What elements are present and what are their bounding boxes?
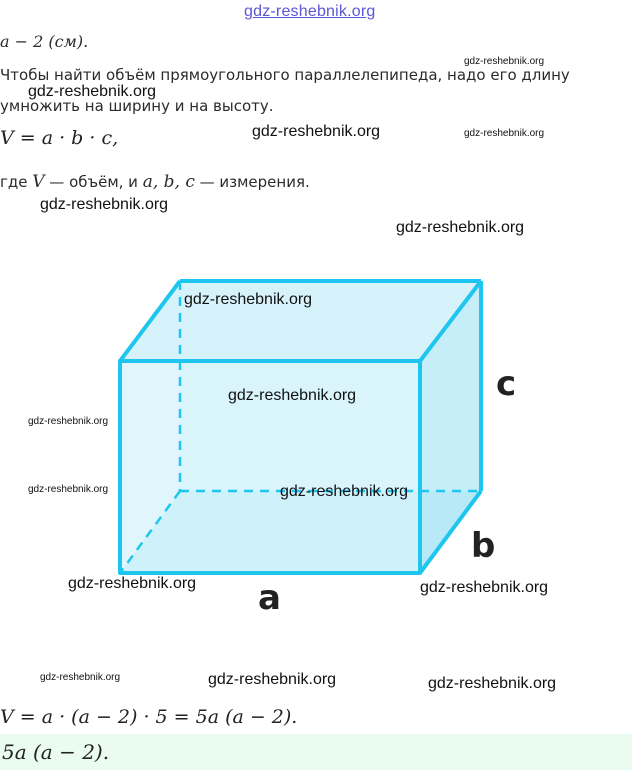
watermark: gdz-reshebnik.org	[396, 219, 525, 236]
watermark: gdz-reshebnik.org	[420, 579, 549, 596]
watermark: gdz-reshebnik.org	[40, 672, 121, 683]
watermark: gdz-reshebnik.org	[428, 675, 557, 692]
definitions-mid: — объём, и	[44, 173, 143, 191]
watermark: gdz-reshebnik.org	[184, 291, 313, 308]
answer-text: 5a (a − 2).	[2, 740, 110, 764]
answer-box	[0, 734, 632, 770]
watermark: gdz-reshebnik.org	[280, 483, 409, 500]
watermark: gdz-reshebnik.org	[252, 123, 381, 140]
site-title-link[interactable]: gdz-reshebnik.org	[244, 3, 376, 20]
watermark: gdz-reshebnik.org	[464, 56, 545, 67]
text-line-volume-rule: Чтобы найти объём прямоугольного параллелепипеда, надо его длину	[0, 66, 570, 84]
dimension-expression: a − 2 (см).	[0, 32, 89, 51]
watermark: gdz-reshebnik.org	[228, 387, 357, 404]
volume-formula: V = a · b · c,	[0, 127, 119, 149]
definitions-suffix: — измерения.	[194, 173, 310, 191]
text-line-volume-rule-cont: умножить на ширину и на высоту.	[0, 97, 274, 115]
watermark: gdz-reshebnik.org	[464, 128, 545, 139]
watermark: gdz-reshebnik.org	[28, 83, 157, 100]
definitions-abc: a, b, c	[142, 172, 195, 192]
edge-label-c: c	[496, 364, 517, 404]
definitions-prefix: где	[0, 173, 33, 191]
watermark: gdz-reshebnik.org	[28, 484, 109, 495]
watermark: gdz-reshebnik.org	[208, 671, 337, 688]
edge-label-b: b	[471, 526, 496, 566]
watermark: gdz-reshebnik.org	[28, 416, 109, 427]
definitions-v: V	[32, 172, 45, 192]
solution-formula: V = a · (a − 2) · 5 = 5a (a − 2).	[0, 706, 298, 728]
watermark: gdz-reshebnik.org	[40, 196, 169, 213]
watermark: gdz-reshebnik.org	[68, 575, 197, 592]
edge-label-a: a	[258, 578, 281, 618]
